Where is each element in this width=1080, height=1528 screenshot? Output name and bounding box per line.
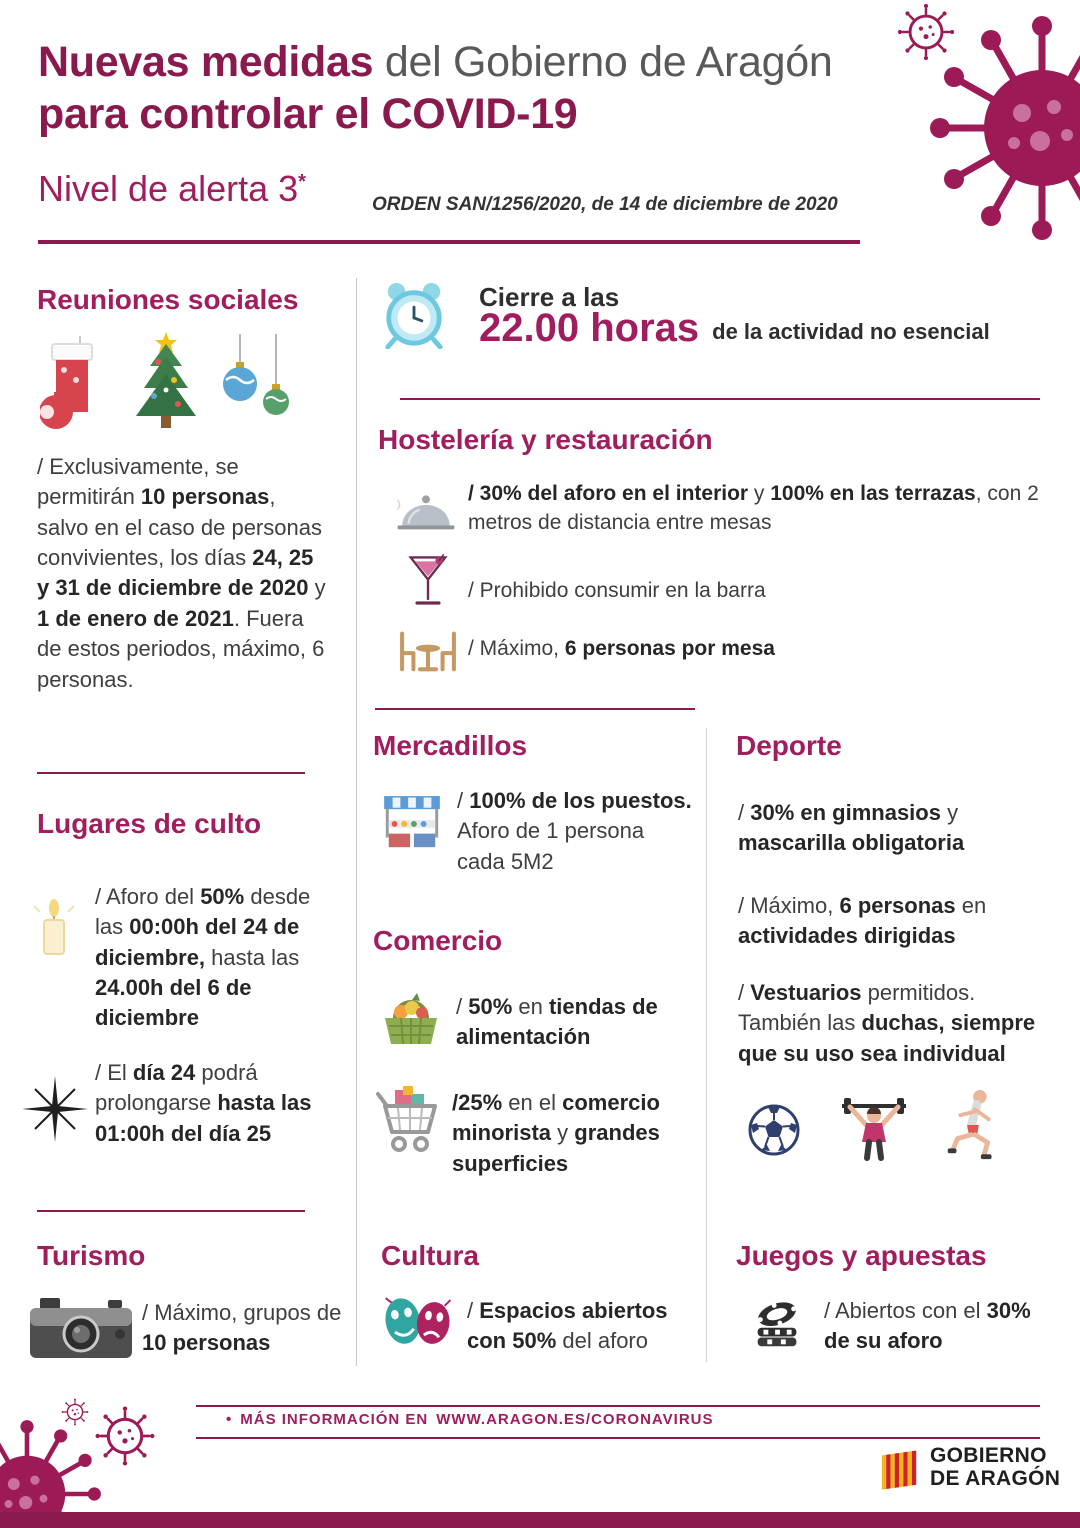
footer-info-link[interactable]: WWW.ARAGON.ES/CORONAVIRUS: [436, 1411, 714, 1428]
header-divider: [38, 240, 860, 244]
comercio-text-2: /25% en el comercio minorista y grandes superficies: [452, 1090, 660, 1176]
closure-divider: [400, 398, 1040, 400]
section-heading-turismo: Turismo: [37, 1240, 146, 1271]
comercio-text-1: / 50% en tiendas de alimentación: [456, 994, 658, 1050]
footer-divider-top: [196, 1405, 1040, 1407]
christmas-stocking-icon: [40, 336, 104, 430]
grocery-basket-icon: [379, 988, 443, 1048]
left-divider-2: [37, 1210, 305, 1212]
closure-time: 22.00 horas: [479, 306, 700, 350]
hosteleria-text-2: / Prohibido consumir en la barra: [468, 579, 766, 602]
section-heading-deporte: Deporte: [736, 730, 842, 761]
logo-line1: GOBIERNO: [930, 1444, 1047, 1468]
juegos-text: / Abiertos con el 30% de su aforo: [824, 1298, 1031, 1354]
star-icon: [22, 1076, 88, 1142]
culto-text-1: / Aforo del 50% desde las 00:00h del 24 de diciembre, hasta las 24.00h del 6 de diciembre: [95, 884, 311, 1031]
poker-chips-icon: [746, 1292, 810, 1350]
table-and-chairs-icon: [394, 629, 462, 674]
bullet-icon: •: [226, 1411, 233, 1428]
section-heading-hosteleria: Hostelería y restauración: [378, 424, 713, 455]
deporte-text-1: / 30% en gimnasios y mascarilla obligatoria: [738, 800, 965, 856]
market-stall-icon: [381, 791, 443, 853]
mercadillos-text: / 100% de los puestos. Aforo de 1 persona cada 5M2: [457, 788, 692, 874]
shopping-cart-icon: [375, 1086, 443, 1158]
aragon-flag-icon: [880, 1444, 920, 1492]
christmas-tree-icon: [128, 330, 204, 430]
weightlifting-icon: [836, 1090, 912, 1162]
column-divider-1: [356, 278, 357, 1366]
hosteleria-text-3: / Máximo, 6 personas por mesa: [468, 637, 775, 660]
camera-icon: [30, 1294, 132, 1360]
coronavirus-decoration-bottom: [0, 1396, 190, 1528]
section-heading-comercio: Comercio: [373, 925, 503, 956]
cocktail-icon: [406, 549, 450, 613]
hosteleria-divider: [375, 708, 695, 710]
page-title: Nuevas medidas del Gobierno de Aragón para controlar el COVID-19: [38, 38, 833, 139]
closure-time-row: [479, 307, 990, 349]
footer-info-text: MÁS INFORMACIÓN EN: [240, 1411, 429, 1428]
cultura-text: / Espacios abiertos con 50% del aforo: [467, 1298, 668, 1354]
alert-level: Nivel de alerta 3*: [38, 168, 306, 209]
deporte-text-3: / Vestuarios permitidos. También las duchas, siempre que su uso sea individual: [738, 980, 1036, 1066]
bottom-accent-bar: [0, 1512, 1080, 1528]
cloche-icon: [396, 489, 456, 535]
turismo-text: / Máximo, grupos de 10 personas: [142, 1300, 342, 1356]
theatre-masks-icon: [378, 1292, 458, 1352]
football-icon: [747, 1103, 801, 1157]
alert-footnote-mark: *: [298, 171, 306, 193]
footer-divider-bottom: [196, 1437, 1040, 1439]
deporte-text-2: / Máximo, 6 personas en actividades dirigidas: [738, 893, 987, 949]
order-reference: ORDEN SAN/1256/2020, de 14 de diciembre de 2020: [372, 194, 838, 215]
logo-line2: DE ARAGÓN: [930, 1467, 1061, 1490]
section-heading-reuniones: Reuniones sociales: [37, 284, 299, 315]
running-icon: [944, 1088, 1004, 1162]
left-divider-1: [37, 772, 305, 774]
section-heading-mercadillos: Mercadillos: [373, 730, 528, 761]
closure-intro: Cierre a las: [479, 282, 620, 312]
coronavirus-decoration-top: [890, 0, 1080, 250]
section-heading-culto: Lugares de culto: [37, 808, 262, 839]
alarm-clock-icon: [381, 281, 447, 349]
culto-text-2: / El día 24 podrá prolongarse hasta las 01:00h del día 25: [95, 1060, 312, 1146]
closure-scope: de la actividad no esencial: [712, 319, 990, 344]
section-heading-cultura: Cultura: [381, 1240, 479, 1271]
section-heading-juegos: Juegos y apuestas: [736, 1240, 987, 1271]
baubles-icon: [220, 334, 290, 428]
reuniones-text: / Exclusivamente, se permitirán 10 personas, salvo en el caso de personas convivientes, los días 24, 25 y 31 de diciembre de 2020 y 1 de enero de 2021. Fuera de estos periodos, máximo, 6 personas.: [37, 454, 326, 692]
candle-icon: [22, 898, 86, 962]
hosteleria-text-1: / 30% del aforo en el interior y 100% en las terrazas, con 2 metros de distancia entre mesas: [468, 482, 1039, 534]
gobierno-aragon-logo: [880, 1444, 1060, 1492]
column-divider-2: [706, 728, 707, 1362]
logo-text: [930, 1445, 1060, 1490]
footer-info: [226, 1411, 713, 1428]
